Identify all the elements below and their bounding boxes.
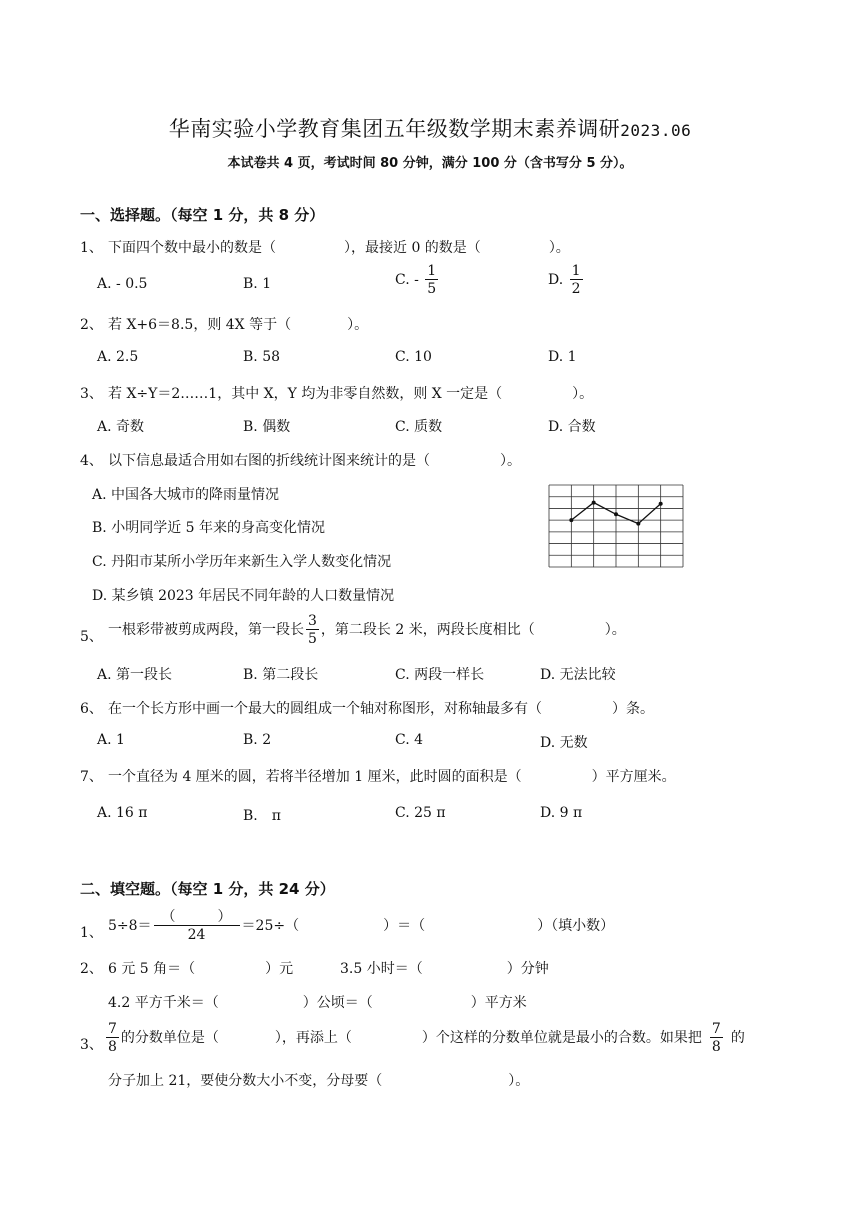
s1-q3-option-a: A. 奇数 — [97, 419, 145, 435]
s2-q1-fraction — [154, 910, 240, 942]
s1-q2-option-a: A. 2.5 — [97, 349, 139, 365]
fraction-numerator: 3 — [308, 613, 317, 629]
s2-q1-text-a: 5÷8＝ — [108, 918, 152, 934]
s1-q3-number: 3、 — [80, 386, 103, 402]
fraction-denominator: 5 — [308, 631, 317, 647]
s1-q4-text: 以下信息最适合用如右图的折线统计图来统计的是（ ）。 — [108, 453, 521, 469]
s1-q1-option-d — [548, 264, 585, 296]
s2-q3-text-b: 的 — [730, 1030, 745, 1046]
fraction-denominator: 8 — [711, 1039, 721, 1055]
s1-q1-option-c — [395, 264, 440, 296]
line-chart-figure — [548, 484, 684, 568]
fraction-numerator: （ ） — [154, 910, 240, 926]
s2-q3-fraction — [106, 1022, 119, 1054]
s2-q1-text — [108, 910, 614, 942]
chart-point — [636, 522, 640, 526]
s1-q6-option-d: D. 无数 — [540, 735, 588, 751]
fraction-denominator: 5 — [427, 281, 437, 297]
s1-q7-option-a: A. 16 π — [97, 805, 148, 821]
s1-q1-text-c: ）。 — [548, 240, 570, 256]
s1-q1-number: 1、 — [80, 240, 103, 256]
exam-title-year: 2023.06 — [620, 121, 692, 140]
s1-q1-option-d-fraction — [570, 264, 583, 296]
s1-q2-text: 若 X+6＝8.5，则 4X 等于（ ）。 — [108, 317, 369, 333]
s1-q6-text: 在一个长方形中画一个最大的圆组成一个轴对称图形，对称轴最多有（ ）条。 — [108, 701, 654, 717]
s1-q1-text-b: ），最接近 0 的数是（ — [344, 240, 481, 256]
s2-q3-fraction-2 — [710, 1022, 723, 1054]
s1-q7-number: 7、 — [80, 769, 103, 785]
s1-q6-number: 6、 — [80, 701, 103, 717]
section-1-heading: 一、选择题。（每空 1 分，共 8 分） — [80, 206, 325, 224]
exam-title — [0, 113, 860, 143]
chart-point — [614, 512, 618, 516]
s1-q4-number: 4、 — [80, 453, 103, 469]
exam-subtitle: 本试卷共 4 页，考试时间 80 分钟，满分 100 分（含书写分 5 分）。 — [227, 156, 633, 171]
s1-q5-fraction — [306, 614, 319, 646]
s1-q1-option-d-prefix: D. — [548, 272, 564, 288]
exam-title-text: 华南实验小学教育集团五年级数学期末素养调研 — [168, 117, 621, 141]
s1-q6-option-b: B. 2 — [243, 732, 272, 748]
section-2-heading: 二、填空题。（每空 1 分，共 24 分） — [80, 880, 335, 898]
fraction-denominator: 8 — [108, 1039, 117, 1055]
s1-q6-option-c: C. 4 — [395, 732, 424, 748]
s2-q3-line2: 分子加上 21，要使分数大小不变，分母要（ ）。 — [108, 1073, 530, 1089]
s1-q5-option-a: A. 第一段长 — [97, 667, 173, 683]
fraction-denominator: 24 — [187, 927, 206, 943]
s1-q5-option-b: B. 第二段长 — [243, 667, 319, 683]
s1-q1-text-a: 下面四个数中最小的数是（ — [108, 240, 276, 256]
s2-q1-text-b: ＝25÷（ ）＝（ ）（填小数） — [241, 918, 615, 934]
s1-q4-option-b: B. 小明同学近 5 年来的身高变化情况 — [92, 520, 325, 536]
fraction-numerator: 7 — [108, 1021, 117, 1037]
s1-q5-number: 5、 — [80, 629, 103, 645]
s1-q2-option-b: B. 58 — [243, 349, 281, 365]
s2-q2-line1-a: 6 元 5 角＝（ ）元 — [108, 961, 294, 977]
fraction-numerator: 1 — [571, 263, 581, 279]
s1-q1-option-c-prefix: C. - — [395, 272, 419, 288]
s1-q3-option-d: D. 合数 — [548, 419, 596, 435]
s1-q2-number: 2、 — [80, 317, 103, 333]
s1-q5-text-b: ，第二段长 2 米，两段长度相比（ ）。 — [320, 622, 626, 638]
fraction-denominator: 2 — [571, 281, 581, 297]
s1-q7-text: 一个直径为 4 厘米的圆，若将半径增加 1 厘米，此时圆的面积是（ ）平方厘米。 — [108, 769, 676, 785]
s1-q7-option-c: C. 25 π — [395, 805, 446, 821]
s1-q5-text — [108, 614, 626, 646]
s1-q4-option-a: A. 中国各大城市的降雨量情况 — [92, 487, 280, 503]
s1-q7-option-b: B. π — [243, 808, 281, 824]
s2-q3-text — [104, 1022, 745, 1054]
chart-grid — [549, 485, 683, 567]
s1-q3-text: 若 X÷Y＝2……1，其中 X，Y 均为非零自然数，则 X 一定是（ ）。 — [108, 386, 594, 402]
chart-point — [592, 501, 596, 505]
s2-q2-number: 2、 — [80, 961, 103, 977]
s1-q5-option-d: D. 无法比较 — [540, 667, 616, 683]
s1-q2-option-c: C. 10 — [395, 349, 432, 365]
s2-q2-line2: 4.2 平方千米＝（ ）公顷＝（ ）平方米 — [108, 995, 527, 1011]
s1-q4-option-d: D. 某乡镇 2023 年居民不同年龄的人口数量情况 — [92, 588, 395, 604]
s2-q1-number: 1、 — [80, 925, 103, 941]
s1-q6-option-a: A. 1 — [97, 732, 125, 748]
s2-q3-text-a: 的分数单位是（ ），再添上（ ）个这样的分数单位就是最小的合数。如果把 — [120, 1030, 702, 1046]
s1-q3-option-b: B. 偶数 — [243, 419, 291, 435]
s1-q2-option-d: D. 1 — [548, 349, 577, 365]
s1-q1-text — [108, 237, 570, 257]
chart-point — [569, 518, 573, 522]
s2-q3-number: 3、 — [80, 1037, 103, 1053]
s1-q1-option-c-fraction — [425, 264, 438, 296]
s1-q5-option-c: C. 两段一样长 — [395, 667, 485, 683]
fraction-numerator: 1 — [427, 263, 437, 279]
s1-q1-option-a: A. - 0.5 — [97, 276, 148, 292]
s1-q5-text-a: 一根彩带被剪成两段，第一段长 — [108, 622, 304, 638]
s1-q7-option-d: D. 9 π — [540, 805, 583, 821]
s1-q1-option-b: B. 1 — [243, 276, 272, 292]
fraction-numerator: 7 — [711, 1021, 721, 1037]
s2-q2-line1-b: 3.5 小时＝（ ）分钟 — [340, 961, 549, 977]
s1-q4-option-c: C. 丹阳市某所小学历年来新生入学人数变化情况 — [92, 554, 392, 570]
s1-q3-option-c: C. 质数 — [395, 419, 443, 435]
chart-point — [659, 502, 663, 506]
